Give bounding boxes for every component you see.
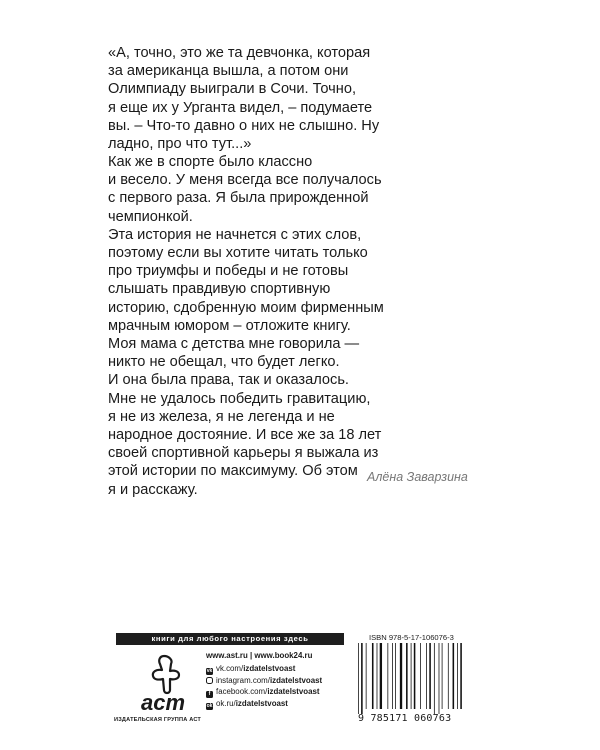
barcode-bar: [439, 643, 440, 714]
barcode-bar: [387, 643, 388, 709]
isbn-barcode: [357, 643, 469, 714]
logo-text: аст: [141, 690, 186, 715]
facebook-icon: f: [206, 691, 213, 698]
barcode-bar: [361, 643, 363, 714]
publisher-banner: книги для любого настроения здесь: [116, 633, 344, 645]
barcode-bar: [429, 643, 431, 709]
annotation-line: Моя мама с детства мне говорила —: [108, 336, 360, 353]
annotation-line: с первого раза. Я была прирожденной: [108, 190, 369, 207]
annotation-line: историю, сдобренную моим фирменным: [108, 299, 384, 316]
author-signature: Алёна Заварзина: [367, 470, 468, 484]
annotation-line: Как же в спорте было классно: [108, 154, 313, 170]
barcode-bar: [380, 643, 382, 709]
quote-line: за американца вышла, а потом они: [108, 63, 349, 80]
ast-logo: [120, 652, 200, 722]
instagram-link[interactable]: [206, 675, 322, 686]
annotation-line: чемпионкой.: [108, 208, 193, 225]
barcode-bar: [426, 643, 427, 709]
barcode-bar: [420, 643, 421, 709]
annotation-line: я не из железа, я не легенда и не: [108, 408, 335, 425]
barcode-bar: [377, 643, 378, 709]
ok-handle: izdatelstvoast: [235, 699, 288, 709]
barcode-bar: [411, 643, 412, 709]
annotation-line: этой истории по максимуму. Об этом: [108, 463, 358, 480]
instagram-handle: izdatelstvoast: [269, 676, 323, 686]
barcode-bar: [434, 643, 435, 714]
ok-link[interactable]: [206, 698, 322, 710]
barcode-digits: 9 785171 060763: [358, 713, 452, 724]
quote-line: Олимпиаду выиграли в Сочи. Точно,: [108, 81, 357, 98]
barcode-bar: [366, 643, 367, 709]
annotation-line: слышать правдивую спортивную: [108, 281, 331, 298]
back-cover-annotation: [108, 153, 488, 499]
annotation-line: Мне не удалось победить гравитацию,: [108, 390, 371, 407]
ok-icon: ok: [206, 703, 213, 710]
quote-line: «А, точно, это же та девчонка, которая: [108, 45, 371, 61]
facebook-handle: izdatelstvoast: [267, 687, 320, 697]
vk-link[interactable]: [206, 663, 322, 675]
vk-prefix: vk.com/: [216, 664, 244, 674]
barcode-bar: [453, 643, 455, 709]
barcode-bar: [460, 643, 462, 709]
barcode-bar: [457, 643, 458, 709]
vk-icon: vk: [206, 668, 213, 675]
instagram-prefix: instagram.com/: [216, 676, 270, 686]
annotation-line: поэтому если вы хотите читать только: [108, 245, 368, 262]
barcode-bar: [442, 643, 443, 709]
publisher-links: [206, 650, 322, 710]
publisher-websites[interactable]: www.ast.ru | www.book24.ru: [206, 651, 313, 660]
barcode-bar: [400, 643, 402, 709]
annotation-line: я и расскажу.: [108, 481, 198, 498]
quote-line: ладно, про что тут...»: [108, 136, 252, 153]
annotation-line: И она была права, так и оказалось.: [108, 372, 349, 389]
ok-prefix: ok.ru/: [216, 699, 236, 709]
barcode-bar: [395, 643, 396, 709]
annotation-line: Эта история не начнется с этих слов,: [108, 226, 362, 243]
barcode-bar: [448, 643, 449, 709]
quote-line: вы. – Что-то давно о них не слышно. Ну: [108, 117, 380, 134]
back-cover-quote: [108, 44, 488, 153]
logo-figure-icon: [153, 656, 179, 693]
publisher-name: ИЗДАТЕЛЬСКАЯ ГРУППА АСТ: [114, 717, 202, 723]
isbn-label: ISBN 978-5-17-106076-3: [369, 633, 454, 642]
barcode-bar: [372, 643, 374, 709]
annotation-line: мрачным юмором – отложите книгу.: [108, 317, 351, 334]
facebook-prefix: facebook.com/: [216, 687, 268, 697]
barcode-bar: [406, 643, 408, 709]
barcode-bar: [414, 643, 416, 709]
quote-line: я еще их у Урганта видел, – подумаете: [108, 99, 373, 116]
instagram-icon: [206, 677, 213, 684]
annotation-line: народное достояние. И все же за 18 лет: [108, 427, 382, 444]
vk-handle: izdatelstvoast: [243, 664, 296, 674]
annotation-line: своей спортивной карьеры я выжала из: [108, 445, 379, 462]
annotation-line: никто не обещал, что будет легко.: [108, 354, 340, 371]
annotation-line: и весело. У меня всегда все получалось: [108, 172, 382, 189]
facebook-link[interactable]: [206, 686, 322, 698]
annotation-line: про триумфы и победы и не готовы: [108, 263, 349, 280]
barcode-bar: [358, 643, 359, 714]
barcode-bar: [392, 643, 393, 709]
